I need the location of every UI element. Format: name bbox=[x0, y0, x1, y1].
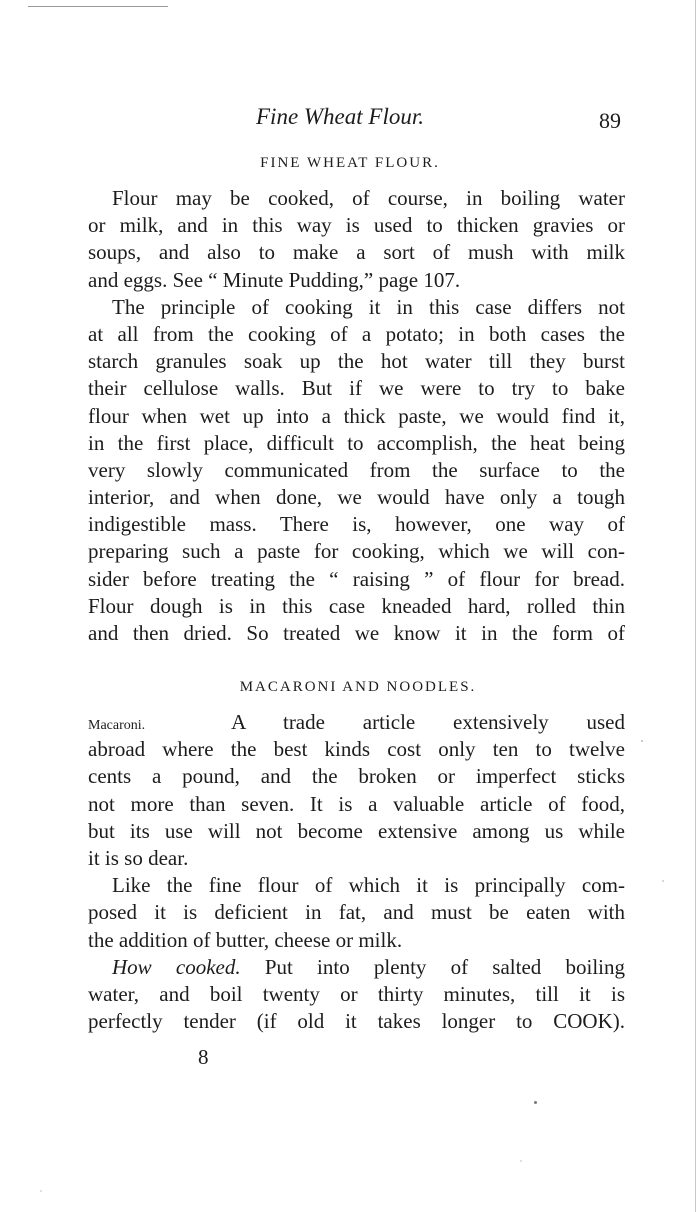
section-title-macaroni-and-noodles: MACARONI AND NOODLES. bbox=[239, 679, 477, 695]
text-line: cents a pound, and the broken or imperfect sticks bbox=[88, 764, 625, 789]
text-line: it is so dear. bbox=[88, 845, 189, 870]
text-line: starch granules soak up the hot water till they burst bbox=[88, 349, 625, 374]
signature-mark: 8 bbox=[198, 1045, 209, 1069]
text-line-how-cooked bbox=[88, 954, 625, 981]
paper-speck bbox=[520, 1160, 522, 1162]
paper-speck bbox=[641, 740, 643, 742]
text-line: in the first place, difficult to accomplish, the heat being bbox=[88, 430, 625, 455]
text-line: sider before treating the “ raising ” of flour for bread. bbox=[88, 566, 625, 591]
text-line: posed it is deficient in fat, and must be eaten with bbox=[88, 900, 625, 925]
section-body-macaroni bbox=[88, 709, 625, 1035]
side-label-macaroni: Macaroni. bbox=[88, 718, 146, 733]
text-line: and then dried. So treated we know it in the form of bbox=[88, 621, 625, 645]
text-line: and eggs. See “ Minute Pudding,” page 107. bbox=[88, 267, 461, 292]
text-line: interior, and when done, we would have only a tough bbox=[88, 485, 625, 510]
text-line: Like the fine flour of which it is principally com- bbox=[112, 873, 625, 898]
text-line: not more than seven. It is a valuable article of food, bbox=[88, 791, 625, 816]
text-line: but its use will not become extensive among us while bbox=[88, 818, 625, 843]
text-line: flour when wet up into a thick paste, we would find it, bbox=[88, 403, 625, 428]
text-run: A trade article extensively used bbox=[231, 710, 625, 734]
section-title-fine-wheat-flour: FINE WHEAT FLOUR. bbox=[260, 155, 440, 171]
running-head: Fine Wheat Flour. bbox=[256, 104, 424, 129]
text-line-with-side-label bbox=[88, 709, 625, 736]
text-run: Put into plenty of salted boiling bbox=[264, 954, 626, 979]
how-cooked-label: How cooked. bbox=[112, 954, 241, 979]
page-edge-line bbox=[695, 0, 696, 1212]
top-edge-rule bbox=[28, 6, 168, 7]
text-line: soups, and also to make a sort of mush with milk bbox=[88, 240, 625, 265]
paper-speck bbox=[534, 1101, 537, 1104]
text-line: abroad where the best kinds cost only ten to twelve bbox=[88, 737, 625, 762]
text-line: Flour dough is in this case kneaded hard, rolled thin bbox=[88, 593, 625, 618]
text-line: perfectly tender (if old it takes longer to COOK). bbox=[88, 1009, 625, 1034]
text-line: the addition of butter, cheese or milk. bbox=[88, 927, 403, 952]
text-line: indigestible mass. There is, however, one way of bbox=[88, 512, 625, 537]
section-body-fine-wheat-flour bbox=[88, 185, 625, 647]
page-number: 89 bbox=[599, 108, 621, 133]
paper-speck bbox=[662, 880, 664, 882]
text-line: their cellulose walls. But if we were to try to bake bbox=[88, 376, 625, 401]
text-line: very slowly communicated from the surface to the bbox=[88, 457, 625, 482]
text-line: water, and boil twenty or thirty minutes, till it is bbox=[88, 981, 625, 1006]
text-line: Flour may be cooked, of course, in boiling water bbox=[112, 186, 625, 210]
text-line: preparing such a paste for cooking, which we will con- bbox=[88, 539, 625, 564]
paper-speck bbox=[40, 1190, 42, 1192]
text-line: at all from the cooking of a potato; in both cases the bbox=[88, 321, 625, 346]
text-line: The principle of cooking it in this case differs not bbox=[112, 294, 625, 319]
text-line: or milk, and in this way is used to thicken gravies or bbox=[88, 213, 625, 238]
